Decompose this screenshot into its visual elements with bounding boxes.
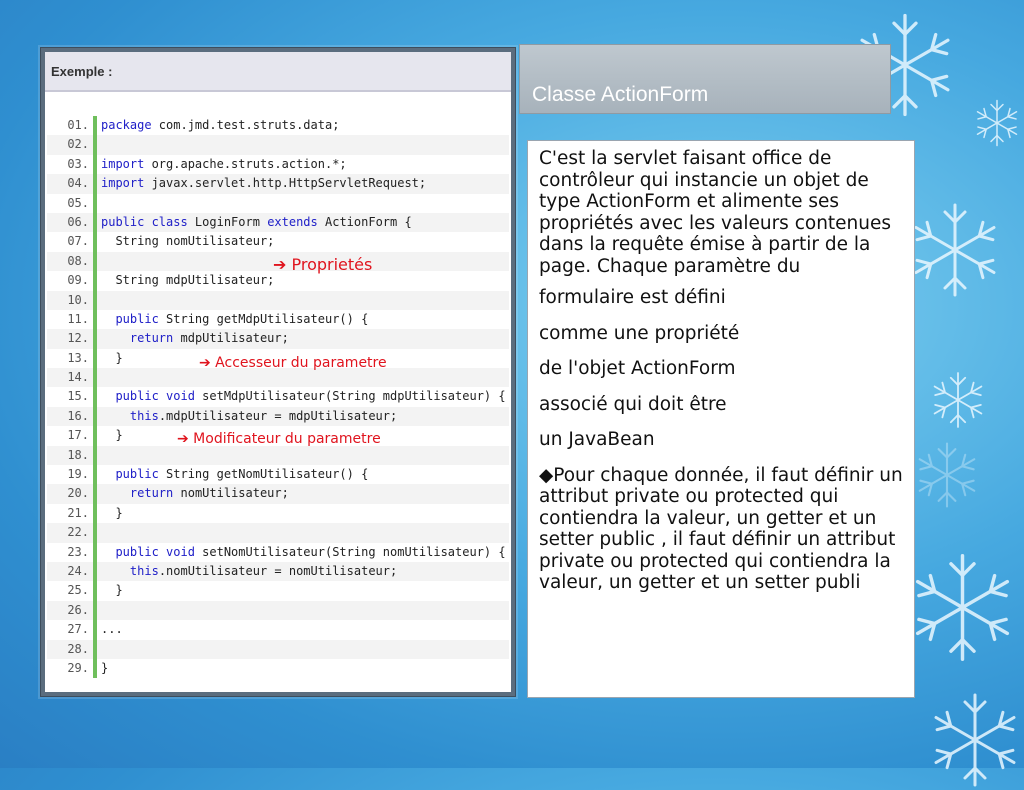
code-line xyxy=(47,543,509,562)
line-number: 29. xyxy=(67,660,89,675)
code-token: mdpUtilisateur; xyxy=(173,331,289,346)
code-text xyxy=(101,271,274,290)
code-keyword: this xyxy=(129,563,159,578)
line-number: 18. xyxy=(67,447,89,462)
code-line xyxy=(47,620,509,639)
snowflake-icon xyxy=(972,98,1022,148)
gutter-bar xyxy=(93,213,97,232)
gutter-bar xyxy=(93,601,97,620)
paragraph-line: un JavaBean xyxy=(539,429,655,450)
line-number: 14. xyxy=(67,370,89,385)
line-number: 11. xyxy=(67,311,89,326)
code-token: String getNomUtilisateur() { xyxy=(158,467,369,482)
gutter-bar xyxy=(93,387,97,406)
gutter-bar xyxy=(93,291,97,310)
snowflake-icon xyxy=(905,550,1020,665)
line-number: 05. xyxy=(67,195,89,210)
paragraph-line: comme une propriété xyxy=(539,322,740,344)
line-number: 15. xyxy=(67,389,89,404)
gutter-bar xyxy=(93,310,97,329)
gutter-bar xyxy=(93,484,97,503)
code-text xyxy=(101,562,397,581)
code-token: } xyxy=(101,428,123,443)
code-line xyxy=(47,194,509,213)
gutter-bar xyxy=(93,504,97,523)
code-line xyxy=(47,213,509,232)
code-token: } xyxy=(101,583,123,598)
line-number: 21. xyxy=(67,505,89,520)
code-token: nomUtilisateur; xyxy=(173,486,289,501)
code-line xyxy=(47,271,509,290)
code-line xyxy=(47,446,509,465)
line-number: 23. xyxy=(67,544,89,559)
code-token xyxy=(101,331,130,345)
gutter-bar xyxy=(93,620,97,639)
code-token: ActionForm { xyxy=(317,214,412,229)
gutter-bar xyxy=(93,523,97,542)
code-text xyxy=(101,659,108,678)
gutter-bar xyxy=(93,232,97,251)
code-line xyxy=(47,310,509,329)
code-line xyxy=(47,155,509,174)
code-keyword: public class xyxy=(101,214,188,229)
gutter-bar xyxy=(93,659,97,678)
code-keyword: this xyxy=(129,408,159,423)
line-number: 19. xyxy=(67,467,89,482)
line-number: 01. xyxy=(67,118,89,132)
code-token xyxy=(101,409,130,423)
code-token xyxy=(101,312,115,326)
code-text xyxy=(101,329,289,348)
code-text xyxy=(101,407,397,426)
code-token: String nomUtilisateur; xyxy=(101,234,275,249)
code-line xyxy=(47,523,509,542)
paragraph-bullet: ◆Pour chaque donnée, il faut définir un attribut private ou protected qui contiendra la valeur, un getter et un setter public , il faut définir un attribut private ou protected qui contiendra la valeur, un getter et un setter publi xyxy=(539,464,903,593)
code-keyword: return xyxy=(129,486,174,501)
code-line xyxy=(47,465,509,484)
gutter-bar xyxy=(93,426,97,445)
code-text xyxy=(101,310,368,329)
code-line xyxy=(47,640,509,659)
code-token: com.jmd.test.struts.data; xyxy=(151,118,340,132)
snowflake-icon xyxy=(905,200,1005,300)
gutter-bar xyxy=(93,543,97,562)
code-keyword: extends xyxy=(267,214,318,229)
line-number: 17. xyxy=(67,428,89,443)
gutter-bar xyxy=(93,465,97,484)
code-text xyxy=(101,213,412,232)
line-number: 26. xyxy=(67,602,89,617)
gutter-bar xyxy=(93,135,97,154)
code-token: .mdpUtilisateur = mdpUtilisateur; xyxy=(158,408,398,423)
code-token: } xyxy=(101,505,123,520)
line-number: 02. xyxy=(67,137,89,152)
code-text xyxy=(101,484,289,503)
code-token: .nomUtilisateur = nomUtilisateur; xyxy=(158,563,398,578)
code-token: org.apache.struts.action.*; xyxy=(144,156,347,171)
paragraph-line: de l'objet ActionForm xyxy=(539,358,736,379)
gutter-bar xyxy=(93,174,97,193)
annotation-proprietes: ➔ Proprietés xyxy=(273,255,373,274)
code-token: LoginForm xyxy=(187,214,268,229)
line-number: 16. xyxy=(67,408,89,423)
gutter-bar xyxy=(93,155,97,174)
line-number: 28. xyxy=(67,641,89,656)
paragraph-intro: C'est la servlet faisant office de contrôleur qui instancie un objet de type ActionForm et alimente ses propriétés avec les valeurs contenues dans la requête émise à partir de la page. Chaque paramètre du xyxy=(539,148,892,277)
gutter-bar xyxy=(93,446,97,465)
line-number: 20. xyxy=(67,486,89,501)
snowflake-icon xyxy=(925,690,1024,790)
gutter-bar xyxy=(93,329,97,348)
body-text-box xyxy=(527,140,915,698)
code-keyword: package xyxy=(101,118,152,132)
code-line xyxy=(47,135,509,154)
line-number: 24. xyxy=(67,563,89,578)
paragraph-line: associé qui doit être xyxy=(539,393,727,415)
line-number: 06. xyxy=(67,214,89,229)
code-line xyxy=(47,329,509,348)
code-line xyxy=(47,484,509,503)
code-line xyxy=(47,562,509,581)
code-line xyxy=(47,174,509,193)
code-keyword: public void xyxy=(115,389,195,404)
snowflake-icon xyxy=(912,440,982,510)
code-keyword: import xyxy=(101,176,145,191)
code-example-panel xyxy=(40,47,516,697)
code-text xyxy=(101,349,123,368)
line-number: 04. xyxy=(67,176,89,191)
line-number: 13. xyxy=(67,350,89,365)
gutter-bar xyxy=(93,349,97,368)
gutter-bar xyxy=(93,581,97,600)
code-line xyxy=(47,291,509,310)
code-text xyxy=(101,232,274,251)
title-bar xyxy=(519,44,891,114)
code-text xyxy=(101,581,123,600)
code-keyword: public xyxy=(115,467,159,482)
code-line xyxy=(47,116,509,135)
code-line xyxy=(47,581,509,600)
code-text xyxy=(101,465,368,484)
gutter-bar xyxy=(93,252,97,271)
code-token: } xyxy=(101,660,109,675)
code-token: } xyxy=(101,350,123,365)
gutter-bar xyxy=(93,271,97,290)
annotation-modificateur: ➔ Modificateur du parametre xyxy=(177,431,381,447)
gutter-bar xyxy=(93,368,97,387)
code-text xyxy=(101,504,123,523)
example-header: Exemple : xyxy=(45,52,511,92)
code-token: String mdpUtilisateur; xyxy=(101,273,275,288)
annotation-accesseur: ➔ Accesseur du parametre xyxy=(199,355,387,371)
code-token: ... xyxy=(101,622,123,637)
code-token xyxy=(101,564,130,578)
code-token: javax.servlet.http.HttpServletRequest; xyxy=(144,176,427,191)
code-listing xyxy=(47,116,509,678)
code-line xyxy=(47,232,509,251)
code-text xyxy=(101,116,339,135)
code-token xyxy=(101,389,115,403)
line-number: 27. xyxy=(67,622,89,637)
line-number: 08. xyxy=(67,253,89,268)
code-line xyxy=(47,659,509,678)
gutter-bar xyxy=(93,116,97,135)
code-text xyxy=(101,155,347,174)
code-token xyxy=(101,545,115,559)
code-line xyxy=(47,407,509,426)
line-number: 07. xyxy=(67,234,89,249)
code-keyword: public xyxy=(115,311,159,326)
gutter-bar xyxy=(93,407,97,426)
line-number: 10. xyxy=(67,292,89,307)
line-number: 03. xyxy=(67,156,89,171)
code-text xyxy=(101,620,123,639)
code-line xyxy=(47,387,509,406)
code-token: setMdpUtilisateur(String mdpUtilisateur) { xyxy=(194,389,506,404)
slide-title: Classe ActionForm xyxy=(532,83,709,106)
code-token: setNomUtilisateur(String nomUtilisateur) { xyxy=(194,544,506,559)
code-text xyxy=(101,387,506,406)
line-number: 12. xyxy=(67,331,89,346)
line-number: 25. xyxy=(67,583,89,598)
code-token xyxy=(101,486,130,500)
code-token: String getMdpUtilisateur() { xyxy=(158,311,369,326)
gutter-bar xyxy=(93,194,97,213)
code-line xyxy=(47,504,509,523)
code-text xyxy=(101,174,426,193)
line-number: 09. xyxy=(67,273,89,288)
code-keyword: public void xyxy=(115,544,195,559)
code-text xyxy=(101,543,506,562)
gutter-bar xyxy=(93,640,97,659)
code-keyword: import xyxy=(101,156,145,171)
code-text xyxy=(101,426,123,445)
code-line xyxy=(47,601,509,620)
code-token xyxy=(101,467,115,481)
code-keyword: return xyxy=(129,331,174,346)
paragraph-line: formulaire est défini xyxy=(539,287,726,308)
snowflake-icon xyxy=(928,370,988,430)
line-number: 22. xyxy=(67,525,89,540)
gutter-bar xyxy=(93,562,97,581)
